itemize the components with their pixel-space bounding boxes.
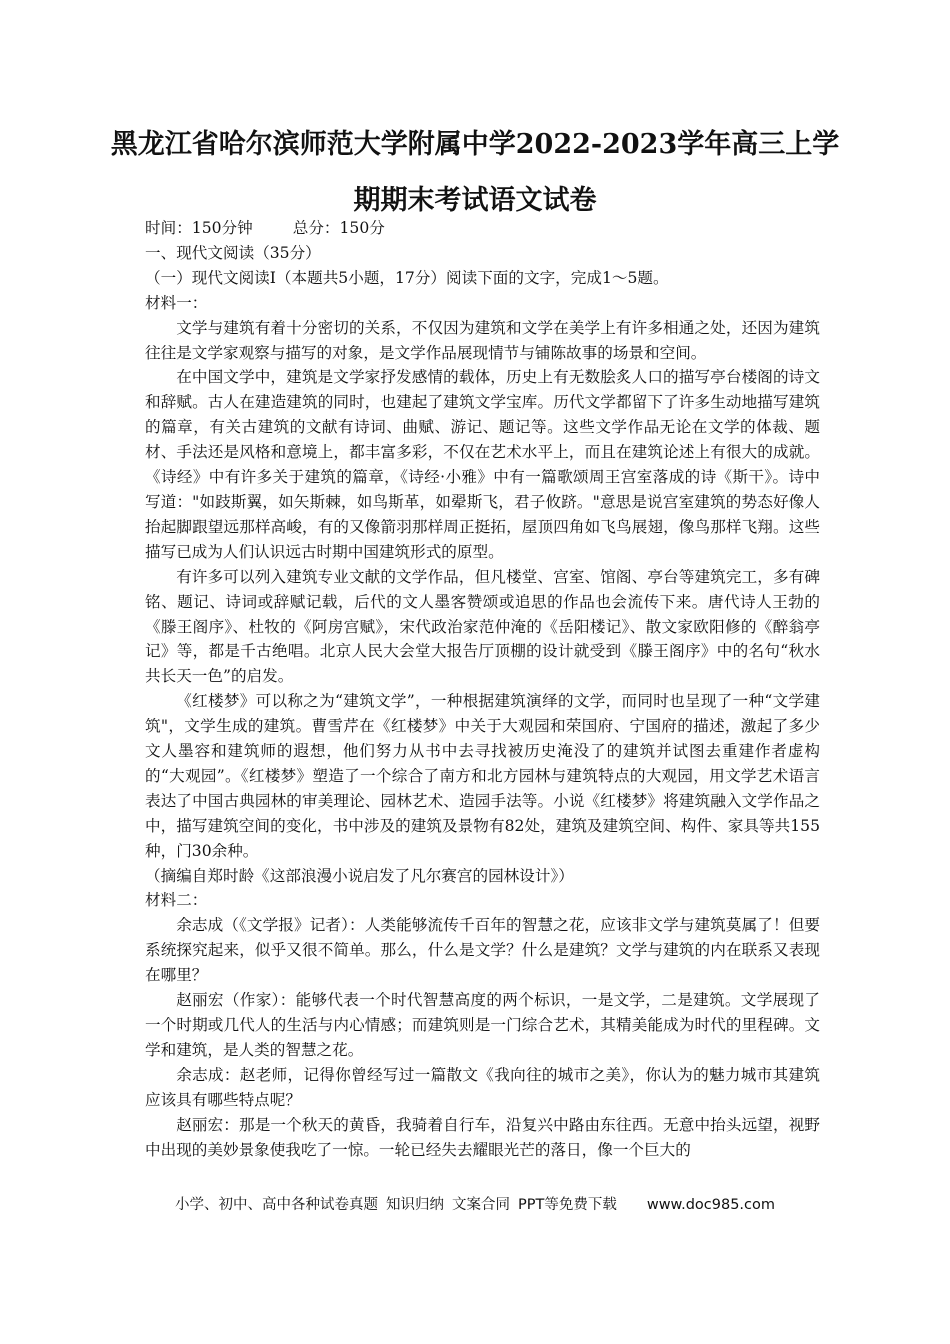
- document-title-line-2: 期期末考试语文试卷: [353, 185, 597, 216]
- paragraph: 赵丽宏：那是一个秋天的黄昏，我骑着自行车，沿复兴中路由东往西。无意中抬头远望，视野中出现的美妙景象使我吃了一惊。一轮已经失去耀眼光芒的落日，像一个巨大的: [145, 1115, 820, 1159]
- document-body: [145, 216, 820, 1162]
- exam-total-score: 总分：150分: [292, 219, 385, 237]
- footer-item: PPT等免费下载: [517, 1197, 617, 1213]
- paragraph: 余志成（《文学报》记者）：人类能够流传千百年的智慧之花，应该非文学与建筑莫属了！但要系统探究起来，似乎又很不简单。那么，什么是文学？什么是建筑？文学与建筑的内在联系又表现在哪里？: [145, 916, 820, 985]
- footer-item: 知识归纳: [385, 1197, 444, 1213]
- exam-info: [145, 216, 820, 241]
- section-heading: 一、现代文阅读（35分）: [145, 243, 321, 262]
- paragraph: 余志成：赵老师，记得你曾经写过一篇散文《我向往的城市之美》，你认为的魅力城市其建筑应该具有哪些特点呢？: [145, 1065, 820, 1109]
- footer-url[interactable]: www.doc985.com: [646, 1197, 776, 1213]
- paragraph: 在中国文学中，建筑是文学家抒发感情的载体，历史上有无数脍炙人口的描写亭台楼阁的诗文和辞赋。古人在建造建筑的同时，也建起了建筑文学宝库。历代文学都留下了许多生动地描写建筑的篇章，有关古建筑的文献有诗词、曲赋、游记、题记等。这些文学作品无论在文学的体裁、题材、手法还是风格和意境上，都丰富多彩，不仅在艺术水平上，而且在建筑论述上有很大的成就。《诗经》中有许多关于建筑的篇章，《诗经·小雅》中有一篇歌颂周王宫室落成的诗《斯干》。诗中写道："如跂斯翼，如矢斯棘，如鸟斯革，如翚斯飞，君子攸跻。"意思是说宫室建筑的势态好像人抬起脚跟望远那样高峻，有的又像箭羽那样周正挺拓，屋顶四角如飞鸟展翅，像鸟那样飞翔。这些描写已成为人们认识远古时期中国建筑形式的原型。: [145, 368, 820, 561]
- source-citation: （摘编自郑时龄《这部浪漫小说启发了凡尔赛宫的园林设计》）: [145, 866, 574, 885]
- subsection-heading: （一）现代文阅读Ⅰ（本题共5小题，17分）阅读下面的文字，完成1～5题。: [145, 268, 669, 287]
- material-1-label: 材料一：: [145, 293, 208, 312]
- exam-time: 时间：150分钟: [145, 219, 253, 237]
- paragraph: 《红楼梦》可以称之为“建筑文学”，一种根据建筑演绎的文学，而同时也呈现了一种“文学建筑"，文学生成的建筑。曹雪芹在《红楼梦》中关于大观园和荣国府、宁国府的描述，激起了多少文人墨容和建筑师的遐想，他们努力从书中去寻找被历史淹没了的建筑并试图去重建作者虚构的“大观园”。《红楼梦》塑造了一个综合了南方和北方园林与建筑特点的大观园，用文学艺术语言表达了中国古典园林的审美理论、园林艺术、造园手法等。小说《红楼梦》将建筑融入文学作品之中，描写建筑空间的变化，书中涉及的建筑及景物有82处，建筑及建筑空间、构件、家具等共155种，门30余种。: [145, 692, 820, 860]
- footer-item: 小学、初中、高中各种试卷真题: [174, 1197, 378, 1213]
- page-footer: [0, 1193, 950, 1214]
- paragraph: 赵丽宏（作家）：能够代表一个时代智慧高度的两个标识，一是文学，二是建筑。文学展现了一个时期或几代人的生活与内心情感；而建筑则是一门综合艺术，其精美能成为时代的里程碑。文学和建筑，是人类的智慧之花。: [145, 991, 820, 1059]
- paragraph: 文学与建筑有着十分密切的关系，不仅因为建筑和文学在美学上有许多相通之处，还因为建筑往往是文学家观察与描写的对象，是文学作品展现情节与铺陈故事的场景和空间。: [145, 318, 820, 362]
- document-title-line-1: 黑龙江省哈尔滨师范大学附属中学2022-2023学年高三上学: [110, 129, 840, 160]
- material-2-label: 材料二：: [145, 891, 208, 910]
- paragraph: 有许多可以列入建筑专业文献的文学作品，但凡楼堂、宫室、馆阁、亭台等建筑完工，多有碑铭、题记、诗词或辞赋记载，后代的文人墨客赞颂或追思的作品也会流传下来。唐代诗人王勃的《滕王阁序》、杜牧的《阿房宫赋》，宋代政治家范仲淹的《岳阳楼记》、散文家欧阳修的《醉翁亭记》等，都是千古绝唱。北京人民大会堂大报告厅顶棚的设计就受到《滕王阁序》中的名句“秋水共长天一色”的启发。: [145, 567, 820, 686]
- footer-item: 文案合同: [451, 1197, 510, 1213]
